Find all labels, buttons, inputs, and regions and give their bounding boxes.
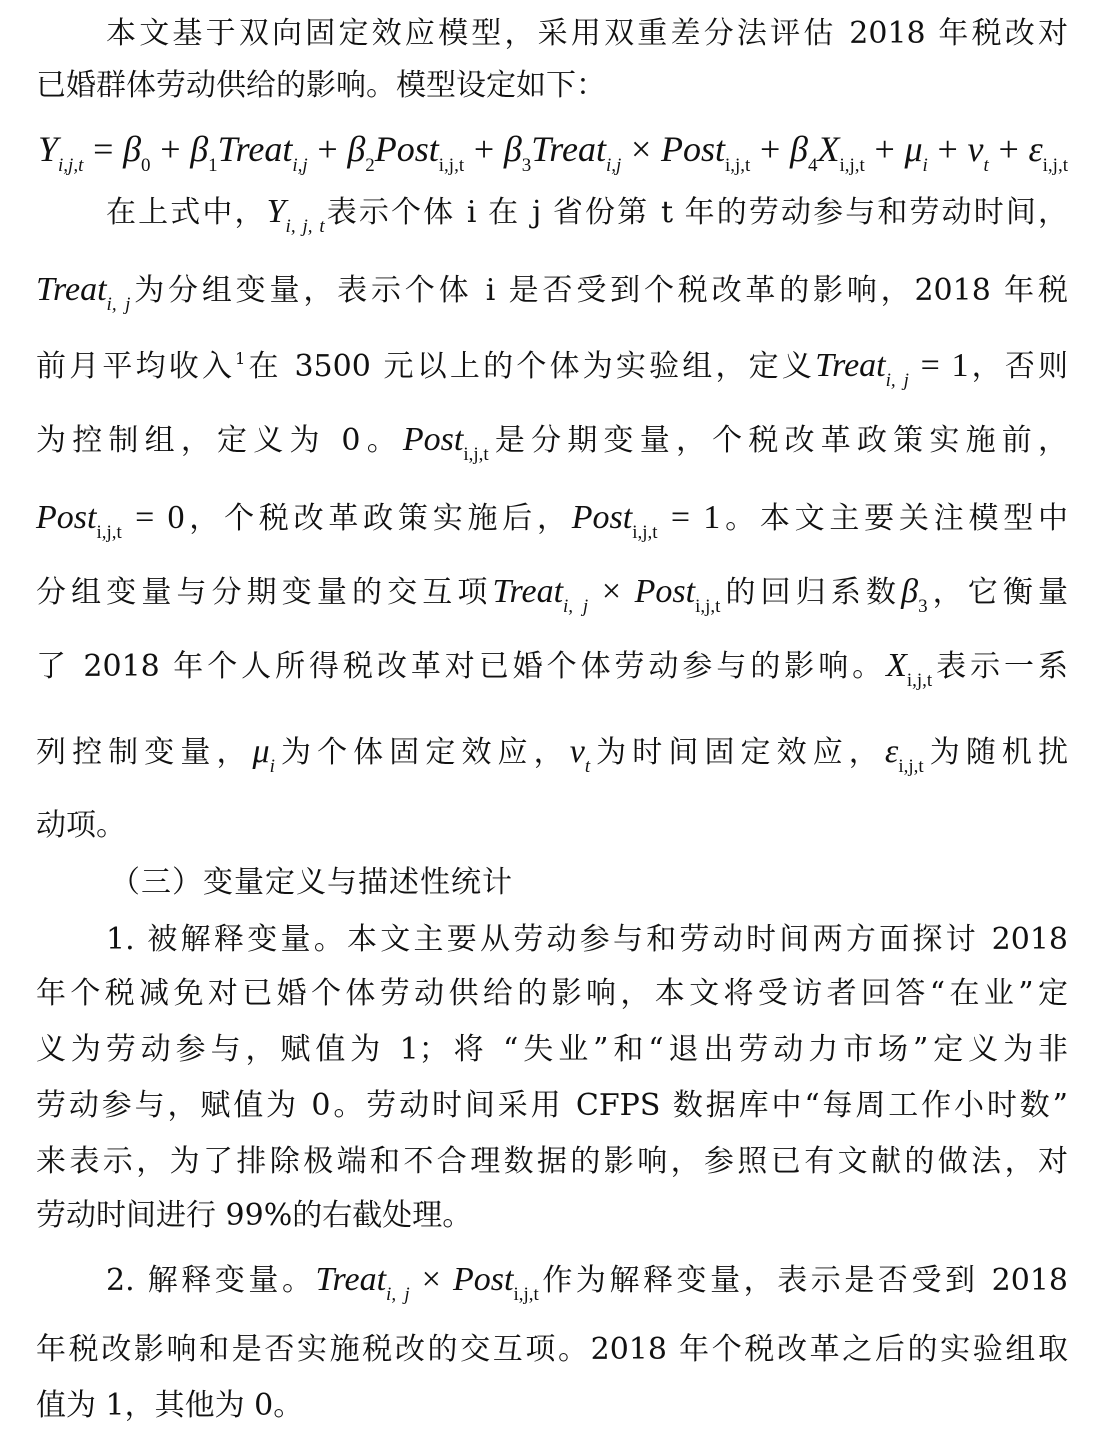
paragraph-line-20: 值为 1，其他为 0。 bbox=[36, 1388, 304, 1423]
paragraph-line-15: 劳动参与，赋值为 0。劳动时间采用 CFPS 数据库中“每周工作小时数” bbox=[36, 1088, 1068, 1123]
paragraph-line-13: 年个税减免对已婚个体劳动供给的影响，本文将受访者回答“在业”定 bbox=[36, 976, 1068, 1011]
interaction-term-2: Treat$_{i, j}$ × Post$_{i,j,t}$ bbox=[315, 1261, 539, 1305]
regression-equation: $Y_{i,j,t} = \beta_0$ + $\beta_1Treat_{i,j}$ + $\beta_2Post_{i,j,t}$ + $\beta_3Treat_{i,j}$ × Post$_{i,j,t}$ + $\beta_4X_{i,j,t} + \mu_i + \nu_t + \varepsilon_{i,j,t}$ bbox=[38, 129, 1068, 176]
paragraph-line-9: 了 2018 年个人所得税改革对已婚个体劳动参与的影响。$X_{i,j,t}$表示一系 bbox=[36, 647, 1068, 691]
section-heading: （三）变量定义与描述性统计 bbox=[110, 865, 513, 900]
paragraph-line-12: 1. 被解释变量。本文主要从劳动参与和劳动时间两方面探讨 2018 bbox=[106, 922, 1068, 957]
post-equals-zero: Post$_{i,j,t}$ = 0 bbox=[36, 499, 185, 543]
paragraph-line-3: 在上式中，$Y_{i, j, t}$表示个体 i 在 j 省份第 t 年的劳动参与和劳动时间， bbox=[106, 193, 1069, 237]
paragraph-line-6: 为控制组，定义为 0。Post$_{i,j,t}$是分期变量，个税改革政策实施前， bbox=[36, 421, 1069, 465]
paragraph-line-18: 2. 解释变量。Treat$_{i, j}$ × Post$_{i,j,t}$作为解释变量，表示是否受到 2018 bbox=[106, 1261, 1069, 1305]
var-post: Post$_{i,j,t}$ bbox=[402, 421, 489, 465]
post-equals-one: Post$_{i,j,t}$ = 1 bbox=[571, 499, 721, 543]
epsilon-symbol: $\varepsilon_{i,j,t}$ bbox=[884, 733, 924, 777]
paragraph-line-17: 劳动时间进行 99%的右截处理。 bbox=[36, 1198, 473, 1233]
paragraph-line-16: 来表示，为了排除极端和不合理数据的影响，参照已有文献的做法，对 bbox=[36, 1144, 1068, 1179]
nu-symbol: $\nu_t$ bbox=[569, 733, 591, 777]
var-x: $X_{i,j,t}$ bbox=[886, 647, 933, 691]
paragraph-line-1: 本文基于双向固定效应模型，采用双重差分法评估 2018 年税改对 bbox=[106, 16, 1068, 51]
beta3-symbol: $\beta_3$ bbox=[901, 573, 928, 617]
paragraph-line-11: 动项。 bbox=[36, 808, 126, 843]
treat-equals-one: Treat$_{i, j}$ = 1 bbox=[815, 347, 969, 391]
interaction-term: Treat$_{i, j}$ × Post$_{i,j,t}$ bbox=[492, 573, 721, 617]
paragraph-line-4: Treat$_{i, j}$为分组变量，表示个体 i 是否受到个税改革的影响，2018 年税 bbox=[36, 271, 1068, 315]
paragraph-line-2: 已婚群体劳动供给的影响。模型设定如下： bbox=[36, 68, 606, 103]
paragraph-line-14: 义为劳动参与，赋值为 1；将 “失业”和“退出劳动力市场”定义为非 bbox=[36, 1032, 1068, 1067]
var-treat: Treat$_{i, j}$ bbox=[36, 271, 131, 315]
var-y: $Y_{i, j, t}$ bbox=[266, 193, 325, 237]
paragraph-line-19: 年税改影响和是否实施税改的交互项。2018 年个税改革之后的实验组取 bbox=[36, 1332, 1068, 1367]
paragraph-line-10: 列控制变量，$\mu_i$为个体固定效应，$\nu_t$为时间固定效应，$\varepsilon_{i,j,t}$为随机扰 bbox=[36, 733, 1069, 777]
paragraph-line-5: 前月平均收入$^1$在 3500 元以上的个体为实验组，定义Treat$_{i, j}$ = 1，否则 bbox=[36, 347, 1069, 391]
footnote-marker: 1 bbox=[235, 349, 246, 368]
paragraph-line-7: Post$_{i,j,t}$ = 0，个税改革政策实施后，Post$_{i,j,t}$ = 1。本文主要关注模型中 bbox=[36, 499, 1069, 543]
paragraph-line-8: 分组变量与分期变量的交互项Treat$_{i, j}$ × Post$_{i,j,t}$的回归系数$\beta_3$，它衡量 bbox=[36, 573, 1069, 617]
mu-symbol: $\mu_i$ bbox=[252, 733, 275, 777]
